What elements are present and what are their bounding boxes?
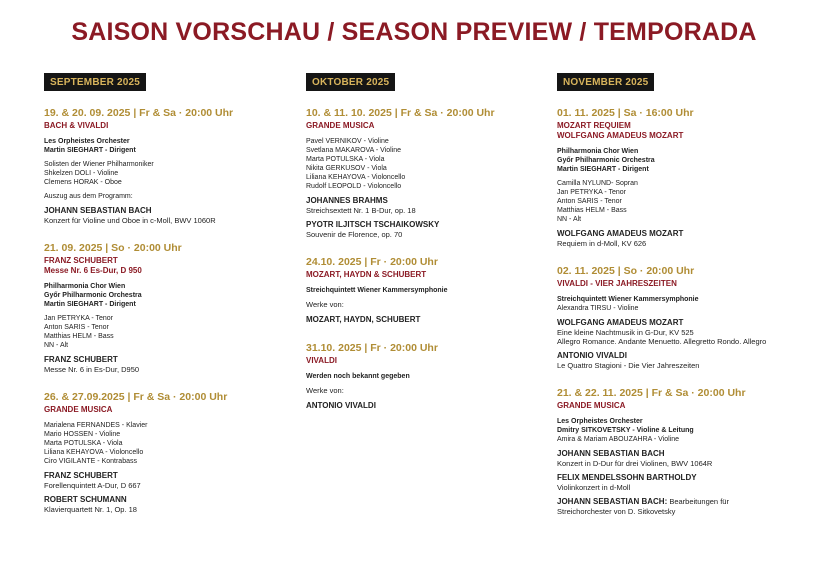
performer-line: Matthias HELM - Bass — [44, 333, 114, 340]
program-title-line: BACH & VIVALDI — [44, 121, 109, 130]
column-september — [44, 72, 294, 531]
performer-line: Pavel VERNIKOV - Violine — [306, 138, 389, 145]
program-title-line: GRANDE MUSICA — [306, 121, 375, 130]
composer-name — [306, 196, 556, 206]
performer-line: Liliana KEHAYOVA - Violoncello — [44, 449, 144, 456]
composer-suffix: Bearbeitungen für — [667, 497, 729, 506]
performer-line: Martin SIEGHART - Dirigent — [44, 147, 136, 154]
work-item — [306, 220, 556, 239]
program-title-line: Messe Nr. 6 Es-Dur, D 950 — [44, 266, 142, 275]
work-title: Konzert in D-Dur für drei Violinen, BWV 1064R — [557, 459, 713, 468]
work-item — [44, 206, 294, 225]
concert-event — [557, 387, 819, 516]
performer-block — [306, 137, 556, 191]
program-title — [44, 256, 294, 276]
composer-name — [557, 318, 819, 328]
composer-name — [44, 206, 294, 216]
performer-line: Les Orpheistes Orchester — [557, 418, 643, 425]
column-oktober — [306, 72, 556, 428]
composer-name — [44, 355, 294, 365]
performer-line: Martin SIEGHART - Dirigent — [557, 166, 649, 173]
work-title: Forellenquintett A-Dur, D 667 — [44, 481, 141, 490]
event-date: 21. 09. 2025 | So · 20:00 Uhr — [44, 242, 182, 254]
work-title: Streichsextett Nr. 1 B-Dur, op. 18 — [306, 206, 416, 215]
performer-line: Matthias HELM - Bass — [557, 207, 627, 214]
work-item — [557, 351, 819, 370]
composer-text: JOHANN SEBASTIAN BACH — [557, 449, 665, 458]
performer-line: Marta POTULSKA - Viola — [44, 440, 123, 447]
work-title: Konzert für Violine und Oboe in c-Moll, BWV 1060R — [44, 216, 216, 225]
performer-line: Streichquintett Wiener Kammersymphonie — [306, 287, 448, 294]
work-item — [557, 229, 819, 248]
composer-text: WOLFGANG AMADEUS MOZART — [557, 318, 684, 327]
performer-line: Streichquintett Wiener Kammersymphonie — [557, 296, 699, 303]
program-title — [306, 270, 556, 280]
composer-name — [557, 473, 819, 483]
work-title: Souvenir de Florence, op. 70 — [306, 230, 403, 239]
composer-name — [306, 220, 556, 230]
performer-block — [557, 179, 819, 224]
event-date: 21. & 22. 11. 2025 | Fr & Sa · 20:00 Uhr — [557, 387, 746, 399]
program-title — [557, 121, 819, 141]
program-title — [44, 121, 294, 131]
composer-name — [306, 401, 556, 411]
performer-line: Ciro VIGILANTE - Kontrabass — [44, 458, 137, 465]
concert-event — [44, 242, 294, 374]
program-title — [44, 405, 294, 415]
composer-text: FRANZ SCHUBERT — [44, 471, 118, 480]
program-title — [306, 121, 556, 131]
work-item — [557, 497, 819, 516]
work-item — [306, 401, 556, 411]
performer-line: Svetlana MAKAROVA - Violine — [306, 147, 402, 154]
performer-block — [306, 372, 556, 381]
performer-line: Jan PETRYKA - Tenor — [44, 315, 113, 322]
program-title-line: VIVALDI — [306, 356, 337, 365]
event-date: 19. & 20. 09. 2025 | Fr & Sa · 20:00 Uhr — [44, 107, 234, 119]
performer-line: Marta POTULSKA - Viola — [306, 156, 385, 163]
program-title-line: MOZART, HAYDN & SCHUBERT — [306, 270, 427, 279]
composer-text: JOHANNES BRAHMS — [306, 196, 388, 205]
month-label: NOVEMBER 2025 — [557, 73, 654, 91]
performer-line: Marialena FERNANDES - Klavier — [44, 422, 148, 429]
work-title: Streichorchester von D. Sitkovetsky — [557, 507, 676, 516]
work-title: Requiem in d-Moll, KV 626 — [557, 239, 647, 248]
composer-text: ROBERT SCHUMANN — [44, 495, 127, 504]
composer-text: FRANZ SCHUBERT — [44, 355, 118, 364]
program-title-line: GRANDE MUSICA — [557, 401, 626, 410]
event-date: 31.10. 2025 | Fr · 20:00 Uhr — [306, 342, 438, 354]
performer-line: Liliana KEHAYOVA - Violoncello — [306, 174, 406, 181]
performer-line: Nikita GERKUSOV - Viola — [306, 165, 387, 172]
event-date: 26. & 27.09.2025 | Fr & Sa · 20:00 Uhr — [44, 391, 228, 403]
performer-line: Shkelzen DOLI - Violine — [44, 170, 119, 177]
composer-text: PYOTR ILJITSCH TSCHAIKOWSKY — [306, 220, 440, 229]
work-item — [306, 196, 556, 215]
performer-line: Győr Philharmonic Orchestra — [44, 292, 142, 299]
works-by-label: Werke von: — [306, 386, 344, 395]
program-title-line: VIVALDI - VIER JAHRESZEITEN — [557, 279, 677, 288]
composer-text: WOLFGANG AMADEUS MOZART — [557, 229, 684, 238]
concert-event — [44, 107, 294, 225]
performer-line: NN - Alt — [557, 216, 582, 223]
performer-line: Auszug aus dem Programm: — [44, 193, 133, 200]
performer-line: Győr Philharmonic Orchestra — [557, 157, 655, 164]
performer-block — [306, 286, 556, 295]
program-title-line: MOZART REQUIEM — [557, 121, 631, 130]
concert-event — [306, 256, 556, 325]
work-item — [557, 449, 819, 468]
work-item — [557, 473, 819, 492]
composer-text: MOZART, HAYDN, SCHUBERT — [306, 315, 421, 324]
composer-name — [557, 351, 819, 361]
composer-name — [44, 495, 294, 505]
performer-line: Clemens HORAK - Oboe — [44, 179, 122, 186]
program-title-line: GRANDE MUSICA — [44, 405, 113, 414]
performer-block — [44, 282, 294, 309]
work-item — [44, 495, 294, 514]
performer-block — [557, 295, 819, 313]
performer-block — [44, 192, 294, 201]
composer-name — [44, 471, 294, 481]
program-title-line: WOLFGANG AMADEUS MOZART — [557, 131, 684, 140]
concert-event — [306, 107, 556, 239]
work-title: Le Quattro Stagioni - Die Vier Jahreszeiten — [557, 361, 700, 370]
performer-line: Anton SARIS - Tenor — [557, 198, 622, 205]
concert-event — [306, 342, 556, 411]
event-date: 01. 11. 2025 | Sa · 16:00 Uhr — [557, 107, 694, 119]
work-item — [44, 471, 294, 490]
composer-text: ANTONIO VIVALDI — [557, 351, 627, 360]
performer-line: Anton SARIS - Tenor — [44, 324, 109, 331]
work-title: Violinkonzert in d-Moll — [557, 483, 631, 492]
concert-event — [557, 107, 819, 248]
performer-line: Philharmonia Chor Wien — [557, 148, 639, 155]
performer-block — [44, 160, 294, 187]
work-title: Messe Nr. 6 in Es-Dur, D950 — [44, 365, 140, 374]
concert-event — [44, 391, 294, 514]
performer-line: Mario HOSSEN - Violine — [44, 431, 121, 438]
composer-text: FELIX MENDELSSOHN BARTHOLDY — [557, 473, 697, 482]
performer-line: Philharmonia Chor Wien — [44, 283, 126, 290]
performer-line: Dmitry SITKOVETSKY - Violine & Leitung — [557, 427, 694, 434]
composer-name — [557, 497, 819, 507]
performer-line: Solisten der Wiener Philharmoniker — [44, 161, 154, 168]
composer-name — [557, 229, 819, 239]
work-title: Eine kleine Nachtmusik in G-Dur, KV 525 Allegro Romance. Andante Menuetto. Allegretto Rondo. Allegro — [557, 328, 767, 346]
performer-line: Martin SIEGHART - Dirigent — [44, 301, 136, 308]
event-date: 10. & 11. 10. 2025 | Fr & Sa · 20:00 Uhr — [306, 107, 495, 119]
performer-line: Alexandra TIRSU - Violine — [557, 305, 639, 312]
performer-line: Amira & Mariam ABOUZAHRA - Violine — [557, 436, 680, 443]
performer-line: Camilla NYLUND- Sopran — [557, 180, 638, 187]
works-by-label: Werke von: — [306, 300, 344, 309]
performer-line: Werden noch bekannt gegeben — [306, 373, 410, 380]
performer-block — [557, 147, 819, 174]
composer-name — [306, 315, 556, 325]
composer-text: JOHANN SEBASTIAN BACH: — [557, 497, 668, 506]
event-date: 24.10. 2025 | Fr · 20:00 Uhr — [306, 256, 438, 268]
program-title — [306, 356, 556, 366]
performer-block — [44, 314, 294, 350]
program-title-line: FRANZ SCHUBERT — [44, 256, 118, 265]
performer-line: NN - Alt — [44, 342, 69, 349]
performer-block — [44, 137, 294, 155]
composer-text: ANTONIO VIVALDI — [306, 401, 376, 410]
page-title: SAISON VORSCHAU / SEASON PREVIEW / TEMPORADA — [71, 18, 757, 46]
composer-name — [557, 449, 819, 459]
work-item — [557, 318, 819, 346]
performer-line: Rudolf LEOPOLD - Violoncello — [306, 183, 402, 190]
work-item — [306, 315, 556, 325]
performer-line: Les Orpheistes Orchester — [44, 138, 130, 145]
performer-line: Jan PETRYKA - Tenor — [557, 189, 626, 196]
work-item — [44, 355, 294, 374]
month-label: OKTOBER 2025 — [306, 73, 395, 91]
composer-text: JOHANN SEBASTIAN BACH — [44, 206, 152, 215]
program-title — [557, 401, 819, 411]
event-date: 02. 11. 2025 | So · 20:00 Uhr — [557, 265, 695, 277]
program-title — [557, 279, 819, 289]
month-label: SEPTEMBER 2025 — [44, 73, 146, 91]
column-november — [557, 72, 819, 533]
performer-block — [44, 421, 294, 466]
performer-block — [557, 417, 819, 444]
work-title: Klavierquartett Nr. 1, Op. 18 — [44, 505, 137, 514]
concert-event — [557, 265, 819, 370]
